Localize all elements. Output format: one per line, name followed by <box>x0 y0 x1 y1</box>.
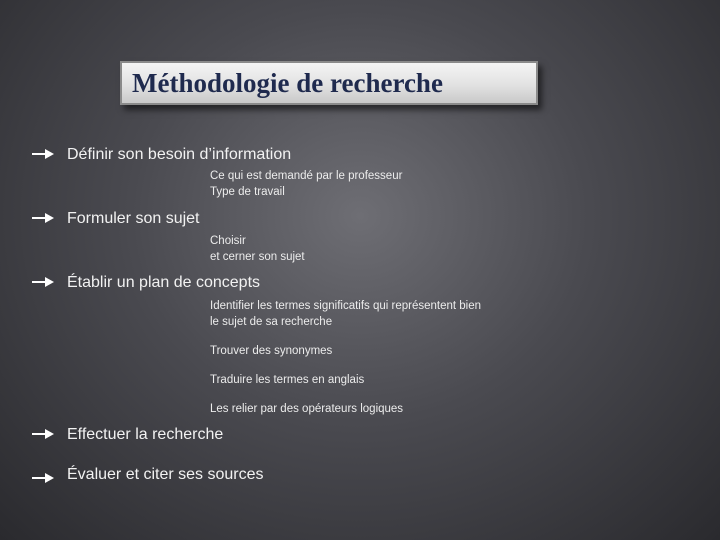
sub-item: et cerner son sujet <box>210 251 305 263</box>
right-arrow-icon <box>32 427 54 441</box>
slide-title: Méthodologie de recherche <box>132 68 443 98</box>
sub-item: le sujet de sa recherche <box>210 316 333 328</box>
bullet-label: Établir un plan de concepts <box>67 274 261 291</box>
title-box <box>120 61 538 105</box>
bullet-label: Définir son besoin d’information <box>67 146 292 163</box>
right-arrow-icon <box>32 275 54 289</box>
right-arrow-icon <box>32 471 54 485</box>
sub-item: Identifier les termes significatifs qui représentent bien <box>210 300 482 312</box>
sub-item: Type de travail <box>210 186 285 198</box>
right-arrow-icon <box>32 147 54 161</box>
bullet-label: Formuler son sujet <box>67 210 200 227</box>
sub-item: Traduire les termes en anglais <box>210 374 365 386</box>
sub-item: Trouver des synonymes <box>210 345 333 357</box>
sub-item: Choisir <box>210 235 246 247</box>
bullet-label: Effectuer la recherche <box>67 426 224 443</box>
sub-item: Ce qui est demandé par le professeur <box>210 170 403 182</box>
sub-item: Les relier par des opérateurs logiques <box>210 403 404 415</box>
right-arrow-icon <box>32 211 54 225</box>
bullet-label: Évaluer et citer ses sources <box>67 466 264 483</box>
